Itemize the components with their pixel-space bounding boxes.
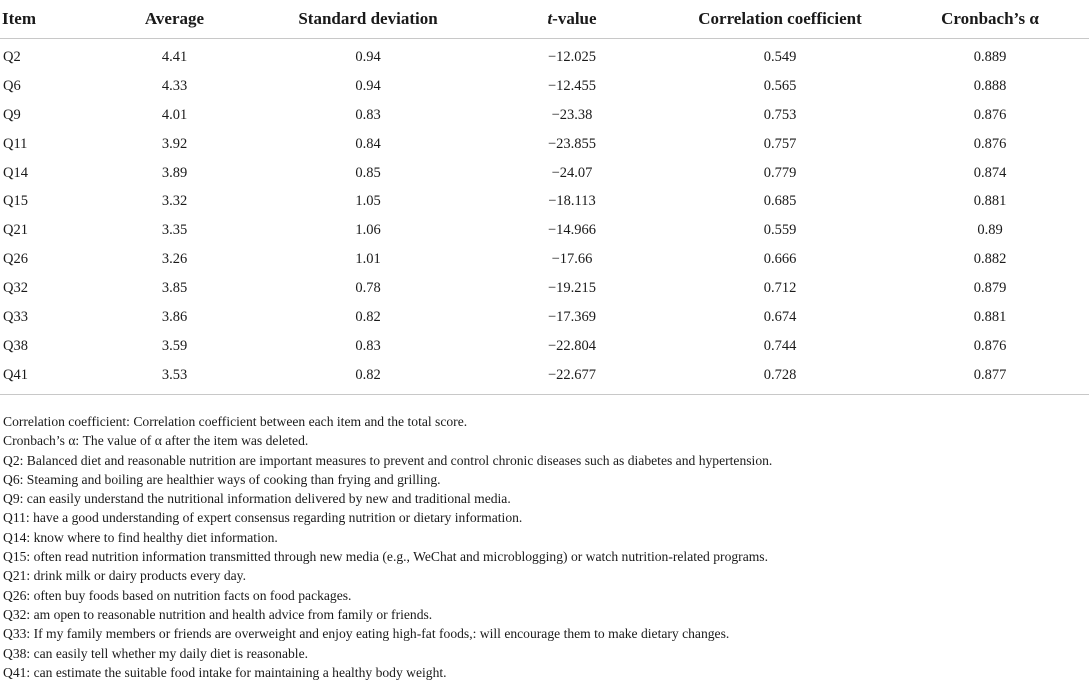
table-row	[0, 159, 1089, 188]
footnote-line: Q14: know where to find healthy diet information.	[3, 529, 278, 545]
footnote-line: Q26: often buy foods based on nutrition facts on food packages.	[3, 587, 352, 603]
footnote-line: Q21: drink milk or dairy products every day.	[3, 568, 246, 584]
cell-cronbach-alpha: 0.876	[973, 106, 1007, 123]
cell-cronbach-alpha: 0.882	[973, 251, 1007, 268]
cell-item: Q26	[3, 251, 28, 268]
cell-average: 3.89	[161, 164, 188, 181]
cell-average: 4.01	[161, 106, 188, 123]
cell-correlation-coefficient: 0.565	[763, 77, 797, 94]
footnote-line: Q15: often read nutrition information transmitted through new media (e.g., WeChat and microblogging) or watch nutrition-related programs.	[3, 549, 768, 565]
cell-t-value: −12.455	[547, 77, 597, 94]
cell-average: 3.53	[88, 361, 261, 394]
cell-correlation-coefficient: 0.712	[763, 280, 797, 297]
cell-average: 3.92	[161, 135, 188, 152]
cell-item: Q41	[0, 361, 88, 394]
header-t-value-italic: t	[547, 9, 553, 28]
header-standard-deviation: Standard deviation	[261, 0, 475, 39]
cell-cronbach-alpha: 0.876	[973, 135, 1007, 152]
cell-cronbach-alpha: 0.874	[973, 164, 1007, 181]
cell-item: Q15	[3, 193, 28, 210]
header-t-value	[475, 0, 669, 39]
cell-t-value: −22.804	[547, 337, 597, 354]
cell-average: 4.41	[161, 48, 188, 65]
cell-correlation-coefficient: 0.674	[763, 308, 797, 325]
cell-t-value: −23.855	[547, 135, 597, 152]
cell-cronbach-alpha: 0.881	[973, 193, 1007, 210]
cell-t-value: −22.677	[475, 361, 669, 394]
cell-average: 3.59	[161, 337, 188, 354]
footnote-line: Correlation coefficient: Correlation coefficient between each item and the total score.	[3, 414, 468, 429]
header-correlation-coefficient: Correlation coefficient	[669, 0, 891, 39]
footnote-line: Q41: can estimate the suitable food intake for maintaining a healthy body weight.	[3, 664, 447, 680]
cell-t-value: −17.66	[551, 251, 593, 268]
cell-item: Q2	[3, 48, 21, 65]
footnote-line: Cronbach’s α: The value of α after the item was deleted.	[3, 433, 309, 449]
cell-standard-deviation: 1.01	[355, 251, 381, 268]
cell-item: Q33	[3, 308, 28, 325]
table-row	[0, 130, 1089, 159]
cell-correlation-coefficient: 0.757	[763, 135, 797, 152]
cell-standard-deviation: 1.05	[355, 193, 381, 210]
cell-item: Q9	[3, 106, 21, 123]
cell-standard-deviation: 1.06	[355, 222, 381, 239]
cell-item: Q11	[3, 135, 28, 152]
cell-correlation-coefficient: 0.666	[763, 251, 797, 268]
footnote-line: Q2: Balanced diet and reasonable nutrition are important measures to prevent and control chronic diseases such as diabetes and hypertension.	[3, 452, 773, 468]
cell-item: Q32	[3, 280, 28, 297]
cell-item: Q38	[3, 337, 28, 354]
footnote-line: Q32: am open to reasonable nutrition and health advice from family or friends.	[3, 606, 433, 622]
cell-standard-deviation: 0.84	[355, 135, 381, 152]
cell-t-value: −18.113	[548, 193, 596, 210]
table-row	[0, 274, 1089, 303]
cell-t-value: −24.07	[551, 164, 593, 181]
cell-correlation-coefficient: 0.779	[763, 164, 797, 181]
cell-t-value: −12.025	[547, 48, 597, 65]
table-row	[0, 245, 1089, 274]
table-row	[0, 187, 1089, 216]
cell-average: 3.26	[161, 251, 188, 268]
header-item: Item	[0, 0, 88, 39]
cell-cronbach-alpha: 0.876	[973, 337, 1007, 354]
cell-standard-deviation: 0.94	[355, 48, 381, 65]
header-cronbach-alpha: Cronbach’s α	[891, 0, 1089, 39]
table-row	[0, 101, 1089, 130]
cell-correlation-coefficient: 0.744	[763, 337, 797, 354]
cell-cronbach-alpha: 0.888	[973, 77, 1007, 94]
footnote-line: Q33: If my family members or friends are overweight and enjoy eating high-fat foods,: will encourage them to make dietary changes.	[3, 626, 730, 642]
header-t-value-suffix: -value	[552, 9, 597, 28]
header-average: Average	[88, 0, 261, 39]
table-row	[0, 361, 1089, 394]
cell-average: 3.86	[161, 308, 188, 325]
cell-standard-deviation: 0.94	[355, 77, 381, 94]
table-row	[0, 39, 1089, 72]
footnote-line: Q11: have a good understanding of expert consensus regarding nutrition or dietary information.	[3, 510, 523, 526]
cell-standard-deviation: 0.78	[355, 280, 381, 297]
footnote-line: Q9: can easily understand the nutritional information delivered by new and traditional media.	[3, 491, 511, 507]
table-body	[0, 39, 1089, 395]
cell-item: Q6	[3, 77, 21, 94]
table-row	[0, 216, 1089, 245]
cell-standard-deviation: 0.85	[355, 164, 381, 181]
cell-average: 3.35	[161, 222, 188, 239]
cell-correlation-coefficient: 0.753	[763, 106, 797, 123]
cell-t-value: −14.966	[547, 222, 597, 239]
cell-correlation-coefficient: 0.559	[763, 222, 797, 239]
cell-standard-deviation: 0.83	[355, 337, 381, 354]
cell-t-value: −23.38	[551, 106, 593, 123]
cell-item: Q14	[3, 164, 28, 181]
cell-cronbach-alpha: 0.877	[891, 361, 1089, 394]
cell-average: 3.32	[161, 193, 188, 210]
footnote-line: Q38: can easily tell whether my daily diet is reasonable.	[3, 645, 309, 661]
cell-t-value: −19.215	[547, 280, 597, 297]
table-header-row	[0, 0, 1089, 39]
cell-average: 4.33	[161, 77, 188, 94]
cell-standard-deviation: 0.83	[355, 106, 381, 123]
cell-average: 3.85	[161, 280, 188, 297]
cell-standard-deviation: 0.82	[261, 361, 475, 394]
table-row	[0, 72, 1089, 101]
cell-cronbach-alpha: 0.881	[973, 308, 1007, 325]
cell-standard-deviation: 0.82	[355, 308, 381, 325]
cell-cronbach-alpha: 0.889	[973, 48, 1007, 65]
cell-correlation-coefficient: 0.685	[763, 193, 797, 210]
table-row	[0, 303, 1089, 332]
footnote-line: Q6: Steaming and boiling are healthier ways of cooking than frying and grilling.	[3, 471, 441, 487]
table-row	[0, 332, 1089, 361]
cell-cronbach-alpha: 0.89	[977, 222, 1003, 239]
cell-cronbach-alpha: 0.879	[973, 280, 1007, 297]
cell-t-value: −17.369	[547, 308, 597, 325]
table-footnotes	[3, 412, 1083, 682]
cell-item: Q21	[3, 222, 28, 239]
cell-correlation-coefficient: 0.549	[763, 48, 797, 65]
cell-correlation-coefficient: 0.728	[669, 361, 891, 394]
